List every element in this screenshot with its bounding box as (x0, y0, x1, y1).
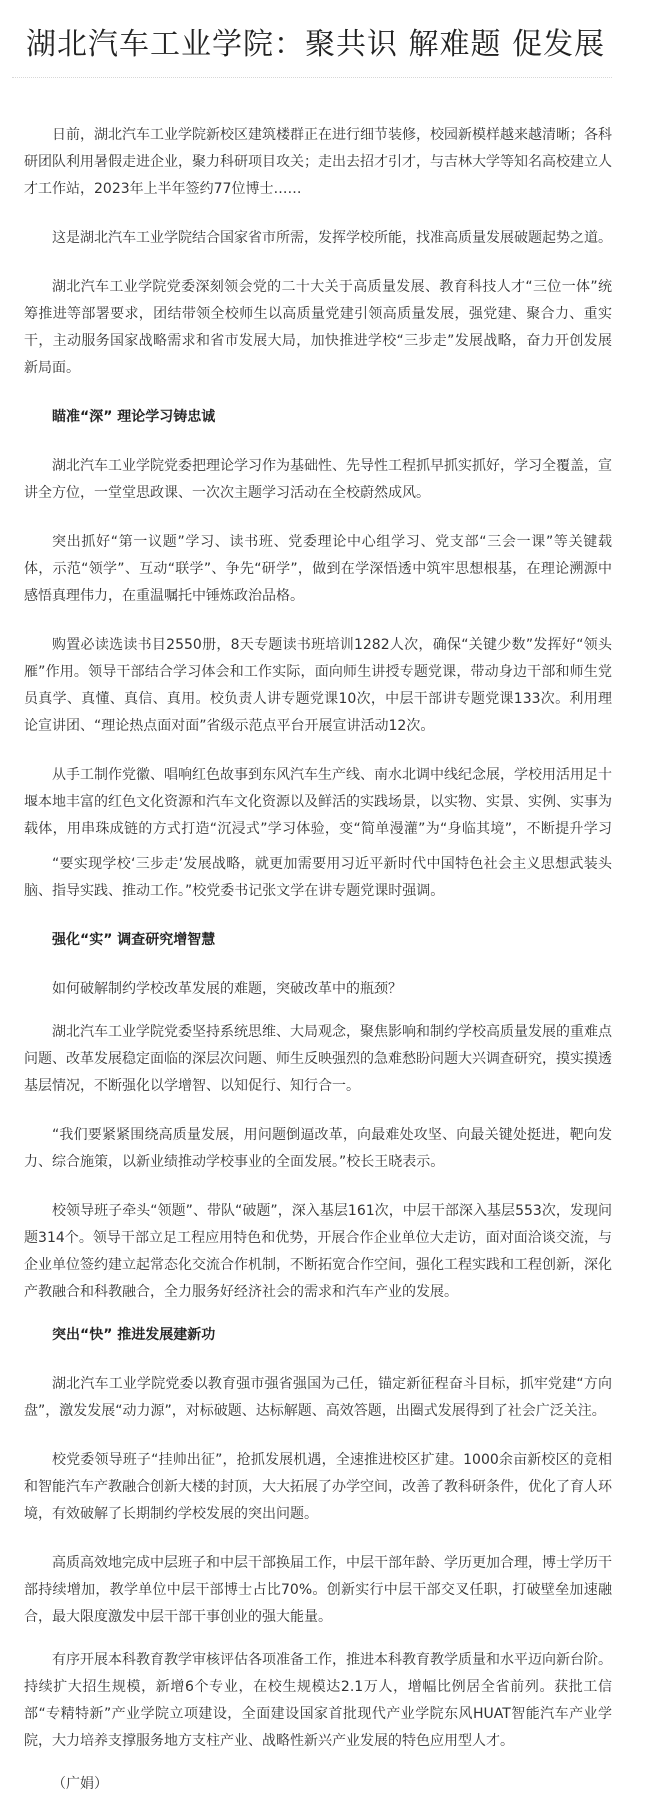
section-heading-3: 突出“快” 推进发展建新功 (52, 1327, 216, 1343)
paragraph-2: 这是湖北汽车工业学院结合国家省市所需，发挥学校所能，找准高质量发展破题起势之道。 (52, 230, 612, 246)
paragraph-16: 有序开展本科教育教学审核评估各项准备工作，推进本科教育教学质量和水平迈向新台阶。持续扩大招生规模，新增6个专业，在校生规模达2.1万人，增幅比例居全省前列。获批工信部“专精特新”产业学院立项建设，全面建设国家首批现代产业学院东风HUAT智能汽车产业学院，大力培养支撑服务地方支柱产业、战略性新兴产业发展的特色应用型人才。 (24, 1652, 612, 1749)
paragraph-4: 湖北汽车工业学院党委把理论学习作为基础性、先导性工程抓早抓实抓好，学习全覆盖，宣讲全方位，一堂堂思政课、一次次主题学习活动在全校蔚然成风。 (24, 458, 612, 501)
paragraph-7: 从手工制作党徽、唱响红色故事到东风汽车生产线、南水北调中线纪念展，学校用活用足十堰本地丰富的红色文化资源和汽车文化资源以及鲜活的实践场景，以实物、实景、实例、实事为载体，用串珠成链的方式打造“沉浸式”学习体验，变“简单漫灌”为“身临其境”，不断提升学习 (24, 767, 612, 837)
paragraph-6: 购置必读选读书目2550册，8天专题读书班培训1282人次，确保“关键少数”发挥好“领头雁”作用。领导干部结合学习体会和工作实际，面向师生讲授专题党课，带动身边干部和师生党员真学、真懂、真信、真用。校负责人讲专题党课10次，中层干部讲专题党课133次。利用理论宣讲团、“理论热点面对面”省级示范点平台开展宣讲活动12次。 (24, 637, 612, 734)
paragraph-15: 高质高效地完成中层班子和中层干部换届工作，中层干部年龄、学历更加合理，博士学历干部持续增加，教学单位中层干部博士占比70%。创新实行中层干部交叉任职，打破壁垒加速融合，最大限度激发中层干部干事创业的强大能量。 (24, 1555, 612, 1625)
paragraph-13: 湖北汽车工业学院党委以教育强市强省强国为己任，锚定新征程奋斗目标，抓牢党建“方向盘”，激发发展“动力源”，对标破题、达标解题、高效答题，出圈式发展得到了社会广泛关注。 (24, 1376, 612, 1419)
byline: （广娟） (52, 1776, 108, 1792)
paragraph-3: 湖北汽车工业学院党委深刻领会党的二十大关于高质量发展、教育科技人才“三位一体”统筹推进等部署要求，团结带领全校师生以高质量党建引领高质量发展，强党建、聚合力、重实干，主动服务国家战略需求和省市发展大局，加快推进学校“三步走”发展战略，奋力开创发展新局面。 (24, 279, 612, 376)
article-title: 湖北汽车工业学院：聚共识 解难题 促发展 (26, 27, 606, 62)
paragraph-14: 校党委领导班子“挂帅出征”，抢抓发展机遇，全速推进校区扩建。1000余亩新校区的竞相和智能汽车产教融合创新大楼的封顶，大大拓展了办学空间，改善了教科研条件，优化了育人环境，有效破解了长期制约学校发展的突出问题。 (24, 1452, 612, 1522)
article-body (12, 78, 612, 1798)
paragraph-8: “要实现学校‘三步走’发展战略，就更加需要用习近平新时代中国特色社会主义思想武装头脑、指导实践、推动工作。”校党委书记张文学在讲专题党课时强调。 (24, 856, 612, 899)
paragraph-11: “我们要紧紧围绕高质量发展，用问题倒逼改革，向最难处攻坚、向最关键处挺进，靶向发力、综合施策，以新业绩推动学校事业的全面发展。”校长王晓表示。 (24, 1127, 612, 1170)
section-heading-1: 瞄准“深” 理论学习铸忠诚 (52, 409, 216, 425)
paragraph-10: 湖北汽车工业学院党委坚持系统思维、大局观念，聚焦影响和制约学校高质量发展的重难点问题、改革发展稳定面临的深层次问题、师生反映强烈的急难愁盼问题大兴调查研究，摸实摸透基层情况，不断强化以学增智、以知促行、知行合一。 (24, 1024, 612, 1094)
paragraph-12: 校领导班子牵头“领题”、带队“破题”，深入基层161次，中层干部深入基层553次，发现问题314个。领导干部立足工程应用特色和优势，开展合作企业单位大走访，面对面洽谈交流，与企业单位签约建立起常态化交流合作机制，不断拓宽合作空间，强化工程实践和工程创新，深化产教融合和科教融合，全力服务好经济社会的需求和汽车产业的发展。 (24, 1203, 612, 1300)
paragraph-5: 突出抓好“第一议题”学习、读书班、党委理论中心组学习、党支部“三会一课”等关键载体，示范“领学”、互动“联学”、争先“研学”，做到在学深悟透中筑牢思想根基，在理论溯源中感悟真理伟力，在重温嘱托中锤炼政治品格。 (24, 534, 612, 604)
paragraph-1: 日前，湖北汽车工业学院新校区建筑楼群正在进行细节装修，校园新模样越来越清晰；各科研团队利用暑假走进企业，聚力科研项目攻关；走出去招才引才，与吉林大学等知名高校建立人才工作站，2023年上半年签约77位博士…… (24, 127, 612, 197)
section-heading-2: 强化“实” 调查研究增智慧 (52, 932, 216, 948)
paragraph-9: 如何破解制约学校改革发展的难题，突破改革中的瓶颈？ (52, 981, 402, 997)
